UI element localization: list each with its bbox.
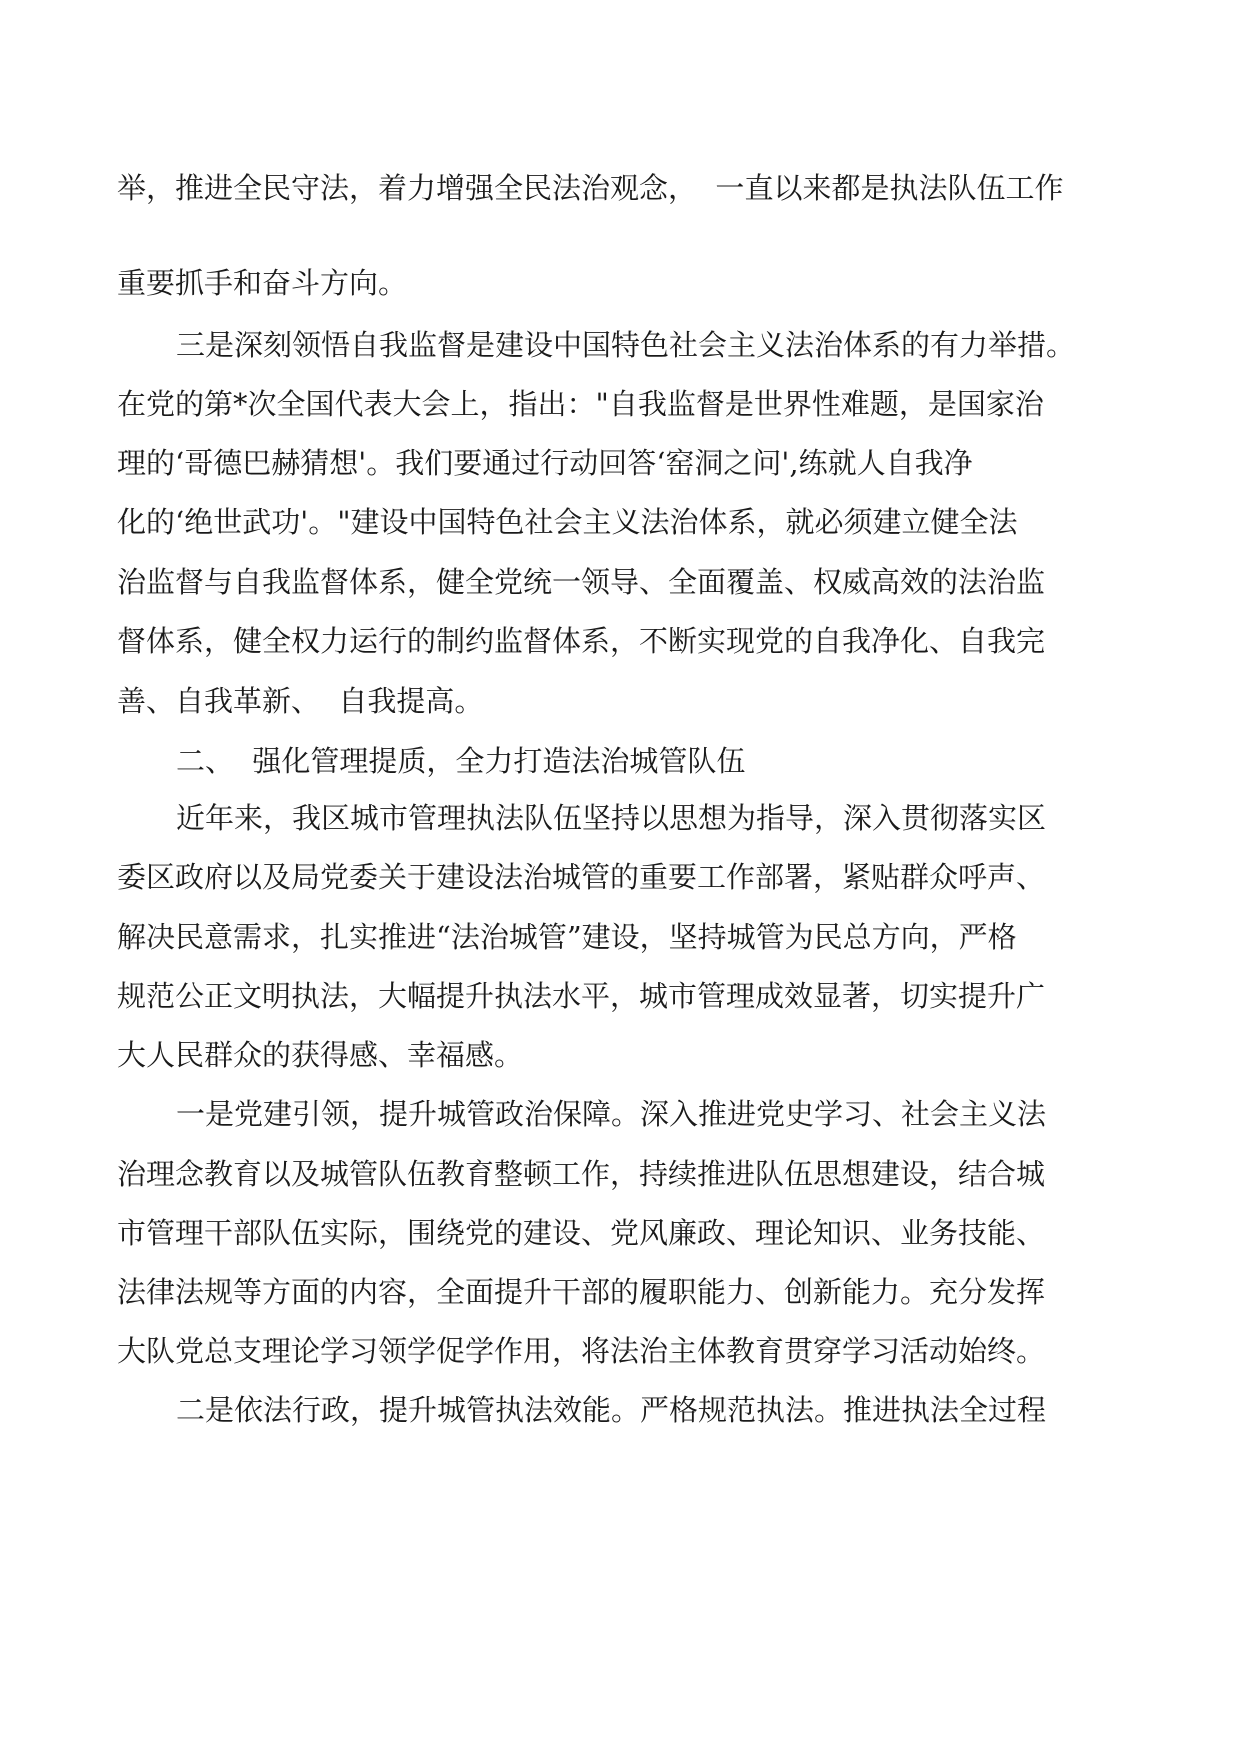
text-line: 在党的第*次全国代表大会上，指出："自我监督是世界性难题，是国家治 — [117, 387, 1044, 421]
text-line: 督体系，健全权力运行的制约监督体系，不断实现党的自我净化、自我完 — [117, 624, 1046, 658]
text-line: 善、自我革新、 自我提高。 — [117, 684, 484, 718]
text-line: 举，推进全民守法，着力增强全民法治观念， 一直以来都是执法队伍工作 — [117, 171, 1064, 205]
text-line: 化的‘绝世武功'。"建设中国特色社会主义法治体系，就必须建立健全法 — [117, 505, 1018, 539]
text-line: 解决民意需求，扎实推进“法治城管”建设，坚持城管为民总方向，严格 — [117, 920, 1017, 954]
text-line: 重要抓手和奋斗方向。 — [117, 266, 408, 300]
text-line: 大队党总支理论学习领学促学作用，将法治主体教育贯穿学习活动始终。 — [117, 1334, 1046, 1368]
text-line: 治理念教育以及城管队伍教育整顿工作，持续推进队伍思想建设，结合城 — [117, 1157, 1046, 1191]
text-line: 二是依法行政，提升城管执法效能。严格规范执法。推进执法全过程 — [176, 1393, 1047, 1427]
text-line: 理的‘哥德巴赫猜想'。我们要通过行动回答‘窑洞之问',练就人自我净 — [117, 446, 973, 480]
text-line: 法律法规等方面的内容，全面提升干部的履职能力、创新能力。充分发挥 — [117, 1275, 1046, 1309]
text-line: 规范公正文明执法，大幅提升执法水平，城市管理成效显著，切实提升广 — [117, 979, 1046, 1013]
section-heading: 二、 强化管理提质，全力打造法治城管队伍 — [176, 744, 746, 778]
text-line: 大人民群众的获得感、幸福感。 — [117, 1038, 524, 1072]
text-line: 市管理干部队伍实际，围绕党的建设、党风廉政、理论知识、业务技能、 — [117, 1216, 1046, 1250]
text-line: 一是党建引领，提升城管政治保障。深入推进党史学习、社会主义法 — [176, 1097, 1047, 1131]
text-line: 三是深刻领悟自我监督是建设中国特色社会主义法治体系的有力举措。 — [176, 328, 1076, 362]
text-line: 委区政府以及局党委关于建设法治城管的重要工作部署，紧贴群众呼声、 — [117, 860, 1046, 894]
text-line: 近年来，我区城市管理执法队伍坚持以思想为指导，深入贯彻落实区 — [176, 801, 1047, 835]
text-line: 治监督与自我监督体系，健全党统一领导、全面覆盖、权威高效的法治监 — [117, 565, 1046, 599]
